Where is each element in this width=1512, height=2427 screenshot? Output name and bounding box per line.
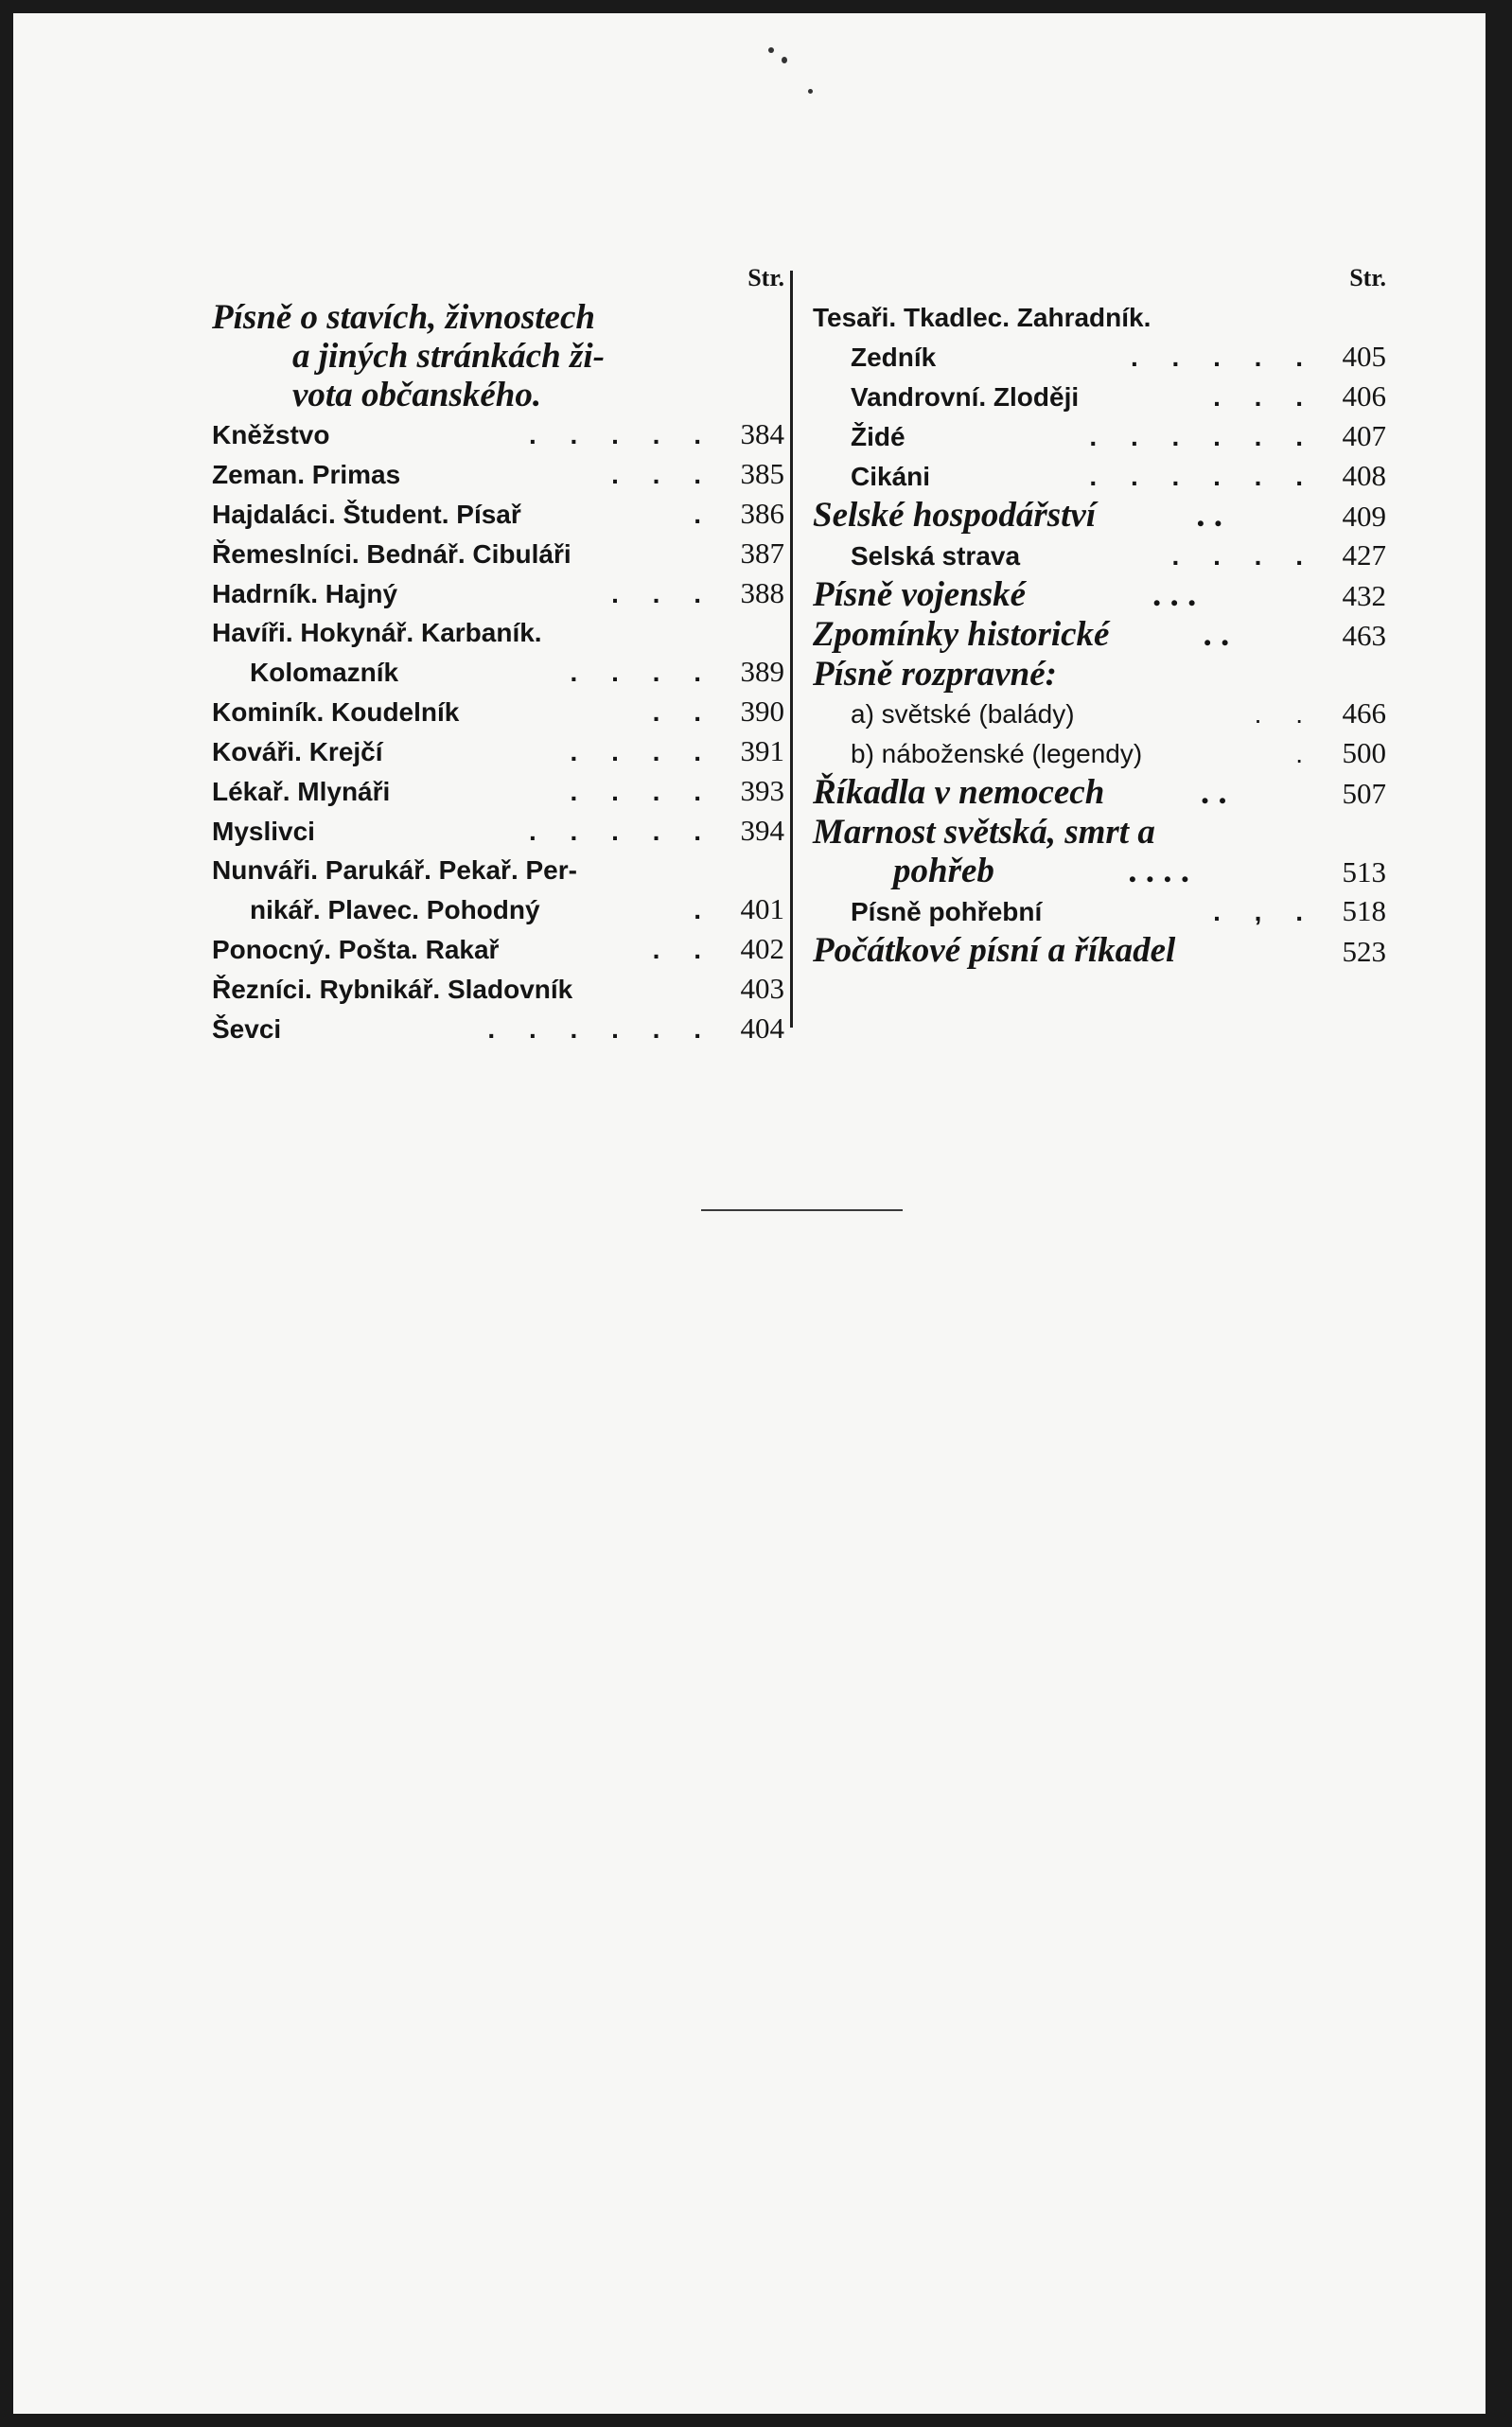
page-number: 507: [1342, 777, 1386, 810]
leader-dots: . .: [1202, 773, 1229, 812]
toc-entry: [212, 454, 784, 494]
toc-entry: [813, 496, 1386, 536]
leader-dots: . .: [1204, 615, 1231, 654]
entry-title: Písně pohřební: [851, 897, 1043, 926]
entry-title: Zpomínky historické: [813, 615, 1110, 654]
entry-title: Selské hospodářství: [813, 496, 1097, 535]
page-number: 408: [1342, 459, 1386, 492]
toc-entry: [212, 771, 784, 811]
leader-dots: . . . .: [1129, 852, 1191, 890]
entry-title: nikář. Plavec. Pohodný: [250, 895, 540, 924]
toc-entry: [212, 929, 784, 969]
leader-dots: . . . . .: [528, 420, 714, 449]
toc-entry: [813, 575, 1386, 615]
entry-title: Kolomazník: [250, 658, 399, 687]
heading-line: Marnost světská, smrt a: [813, 813, 1155, 852]
toc-entries: [813, 298, 1386, 971]
closing-rule: [701, 1209, 903, 1211]
page-number: 518: [1342, 894, 1386, 927]
leader-dots: .: [694, 895, 714, 924]
page-number: 432: [1342, 579, 1386, 612]
leader-dots: . . . .: [570, 658, 714, 687]
entry-title: Ponocný. Pošta. Rakař: [212, 935, 500, 964]
section-heading: [813, 813, 1386, 891]
toc-entry: [212, 969, 784, 1009]
page-number: 466: [1342, 696, 1386, 730]
entry-title: Myslivci: [212, 817, 315, 846]
leader-dots: . . . . . .: [487, 1014, 714, 1044]
entry-title: b) náboženské (legendy): [851, 739, 1143, 768]
entry-continuation: [212, 652, 784, 692]
entry-title: Zedník: [851, 343, 937, 372]
page-number: 407: [1342, 419, 1386, 452]
toc-entry: [813, 377, 1386, 416]
entry-title: Selská strava: [851, 541, 1021, 571]
leader-dots: . .: [652, 697, 714, 727]
ink-speck: [782, 57, 787, 63]
leader-dots: . .: [1254, 699, 1316, 729]
leader-dots: . . .: [1153, 575, 1198, 614]
toc-left-column: [212, 264, 784, 1048]
leader-dots: . . . . . .: [1089, 422, 1316, 451]
toc-entry: [813, 416, 1386, 456]
page-column-label: Str.: [747, 264, 784, 291]
entry-title: Ševci: [212, 1014, 282, 1044]
entry-title: Nunváři. Parukář. Pekař. Per-: [212, 855, 577, 885]
toc-right-column: [813, 264, 1386, 971]
page-number: 387: [740, 536, 784, 570]
page-number: 463: [1342, 619, 1386, 652]
entry-title: Řemeslníci. Bednář. Cibuláři: [212, 539, 571, 569]
page-number: 389: [740, 655, 784, 688]
book-page: [13, 13, 1486, 2414]
leader-dots: . . . . .: [528, 817, 714, 846]
page-number: 409: [1342, 500, 1386, 533]
toc-entry: [813, 773, 1386, 813]
leader-dots: .: [1295, 739, 1316, 768]
section-heading: [212, 298, 784, 414]
toc-entry: [813, 655, 1386, 694]
entry-title: Hajdaláci. Študent. Písař: [212, 500, 521, 529]
entry-title: Vandrovní. Zloději: [851, 382, 1080, 412]
page-number: 401: [740, 892, 784, 925]
page-number: 406: [1342, 379, 1386, 413]
page-number: 523: [1342, 935, 1386, 968]
toc-entry: [212, 692, 784, 731]
entry-title: Písně rozpravné:: [813, 655, 1057, 694]
entry-title: Řezníci. Rybnikář. Sladovník: [212, 975, 573, 1004]
column-divider: [790, 271, 793, 1028]
toc-entry: [813, 931, 1386, 971]
entry-title: Kominík. Koudelník: [212, 697, 460, 727]
leader-dots: .: [694, 500, 714, 529]
entry-title: Cikáni: [851, 462, 931, 491]
toc-entry: [813, 298, 1386, 377]
entry-title: Tesaři. Tkadlec. Zahradník.: [813, 303, 1152, 332]
entry-title: Lékař. Mlynáři: [212, 777, 391, 806]
entry-title: a) světské (balády): [851, 699, 1075, 729]
toc-entry: [212, 851, 784, 929]
page-number: 393: [740, 774, 784, 807]
leader-dots: . . .: [611, 579, 714, 608]
entry-title: Kováři. Krejčí: [212, 737, 383, 766]
leader-dots: . . .: [611, 460, 714, 489]
toc-entry: [212, 1009, 784, 1048]
page-number: 404: [740, 1011, 784, 1045]
page-number: 513: [1342, 855, 1386, 888]
entry-title: Počátkové písní a říkadel: [813, 931, 1176, 970]
entry-title: Říkadla v nemocech: [813, 773, 1105, 812]
page-number: 500: [1342, 736, 1386, 769]
page-number: 386: [740, 497, 784, 530]
entry-continuation: [212, 889, 784, 929]
entry-title: Zeman. Primas: [212, 460, 401, 489]
toc-entry: [813, 456, 1386, 496]
toc-entry: [212, 534, 784, 573]
toc-entries: [212, 414, 784, 1048]
heading-line: Písně o stavích, živnostech: [212, 298, 595, 337]
page-number: 390: [740, 695, 784, 728]
page-number: 402: [740, 932, 784, 965]
leader-dots: . , .: [1213, 897, 1316, 926]
heading-line: vota občanského.: [292, 376, 542, 414]
toc-entry: [813, 891, 1386, 931]
toc-entry: [813, 536, 1386, 575]
entry-continuation: [813, 852, 1386, 891]
page-number: 385: [740, 457, 784, 490]
leader-dots: . . . .: [570, 777, 714, 806]
toc-entry: [212, 494, 784, 534]
leader-dots: . . . . . .: [1089, 462, 1316, 491]
entry-title: pohřeb: [893, 852, 994, 890]
page-number: 405: [1342, 340, 1386, 373]
entry-title: Písně vojenské: [813, 575, 1027, 614]
ink-speck: [808, 89, 813, 94]
toc-entry: [813, 733, 1386, 773]
page-number: 391: [740, 734, 784, 767]
toc-entry: [212, 731, 784, 771]
entry-continuation: [813, 337, 1386, 377]
page-number: 388: [740, 576, 784, 609]
toc-entry: [813, 694, 1386, 733]
page-number: 384: [740, 417, 784, 450]
entry-title: Havíři. Hokynář. Karbaník.: [212, 618, 542, 647]
leader-dots: . . . .: [570, 737, 714, 766]
leader-dots: . . . .: [1171, 541, 1316, 571]
leader-dots: . .: [1197, 496, 1224, 535]
page-number: 394: [740, 814, 784, 847]
leader-dots: . .: [652, 935, 714, 964]
toc-entry: [212, 414, 784, 454]
leader-dots: . . . . .: [1130, 343, 1316, 372]
entry-title: Židé: [851, 422, 905, 451]
toc-entry: [212, 613, 784, 692]
heading-line: a jiných stránkách ži-: [292, 337, 605, 376]
toc-entry: [212, 573, 784, 613]
page-column-label: Str.: [1349, 264, 1386, 291]
entry-title: Hadrník. Hajný: [212, 579, 398, 608]
toc-entry: [212, 811, 784, 851]
page-number: 427: [1342, 538, 1386, 572]
leader-dots: . . .: [1213, 382, 1316, 412]
entry-title: Kněžstvo: [212, 420, 330, 449]
page-number: 403: [740, 972, 784, 1005]
toc-entry: [813, 615, 1386, 655]
ink-speck: [768, 47, 774, 53]
